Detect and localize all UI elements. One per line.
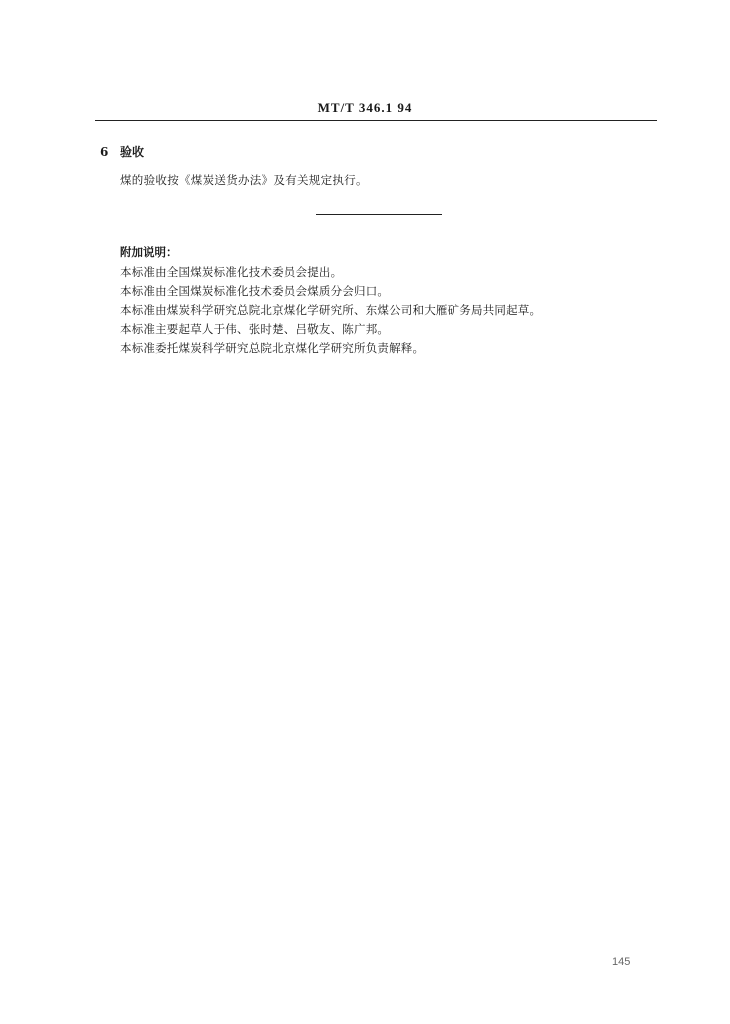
note-item: 本标准由全国煤炭标准化技术委员会提出。 [120, 265, 343, 279]
end-separator-line [316, 214, 442, 215]
standard-code: MT/T 346.1 94 [317, 100, 413, 115]
note-item: 本标准委托煤炭科学研究总院北京煤化学研究所负责解释。 [120, 341, 425, 355]
notes-list [120, 263, 541, 358]
page-number: 145 [612, 956, 631, 968]
note-item: 本标准由煤炭科学研究总院北京煤化学研究所、东煤公司和大雁矿务局共同起草。 [120, 303, 542, 317]
section-title: 验收 [120, 145, 145, 159]
section-heading [100, 143, 144, 160]
section-number: 6 [100, 145, 109, 159]
notes-title: 附加说明： [120, 245, 178, 259]
section-body-text: 煤的验收按《煤炭送货办法》及有关规定执行。 [120, 173, 368, 187]
note-item: 本标准主要起草人于伟、张时楚、吕敬友、陈广邦。 [120, 322, 390, 336]
note-item: 本标准由全国煤炭标准化技术委员会煤质分会归口。 [120, 284, 390, 298]
header-rule [95, 120, 657, 121]
